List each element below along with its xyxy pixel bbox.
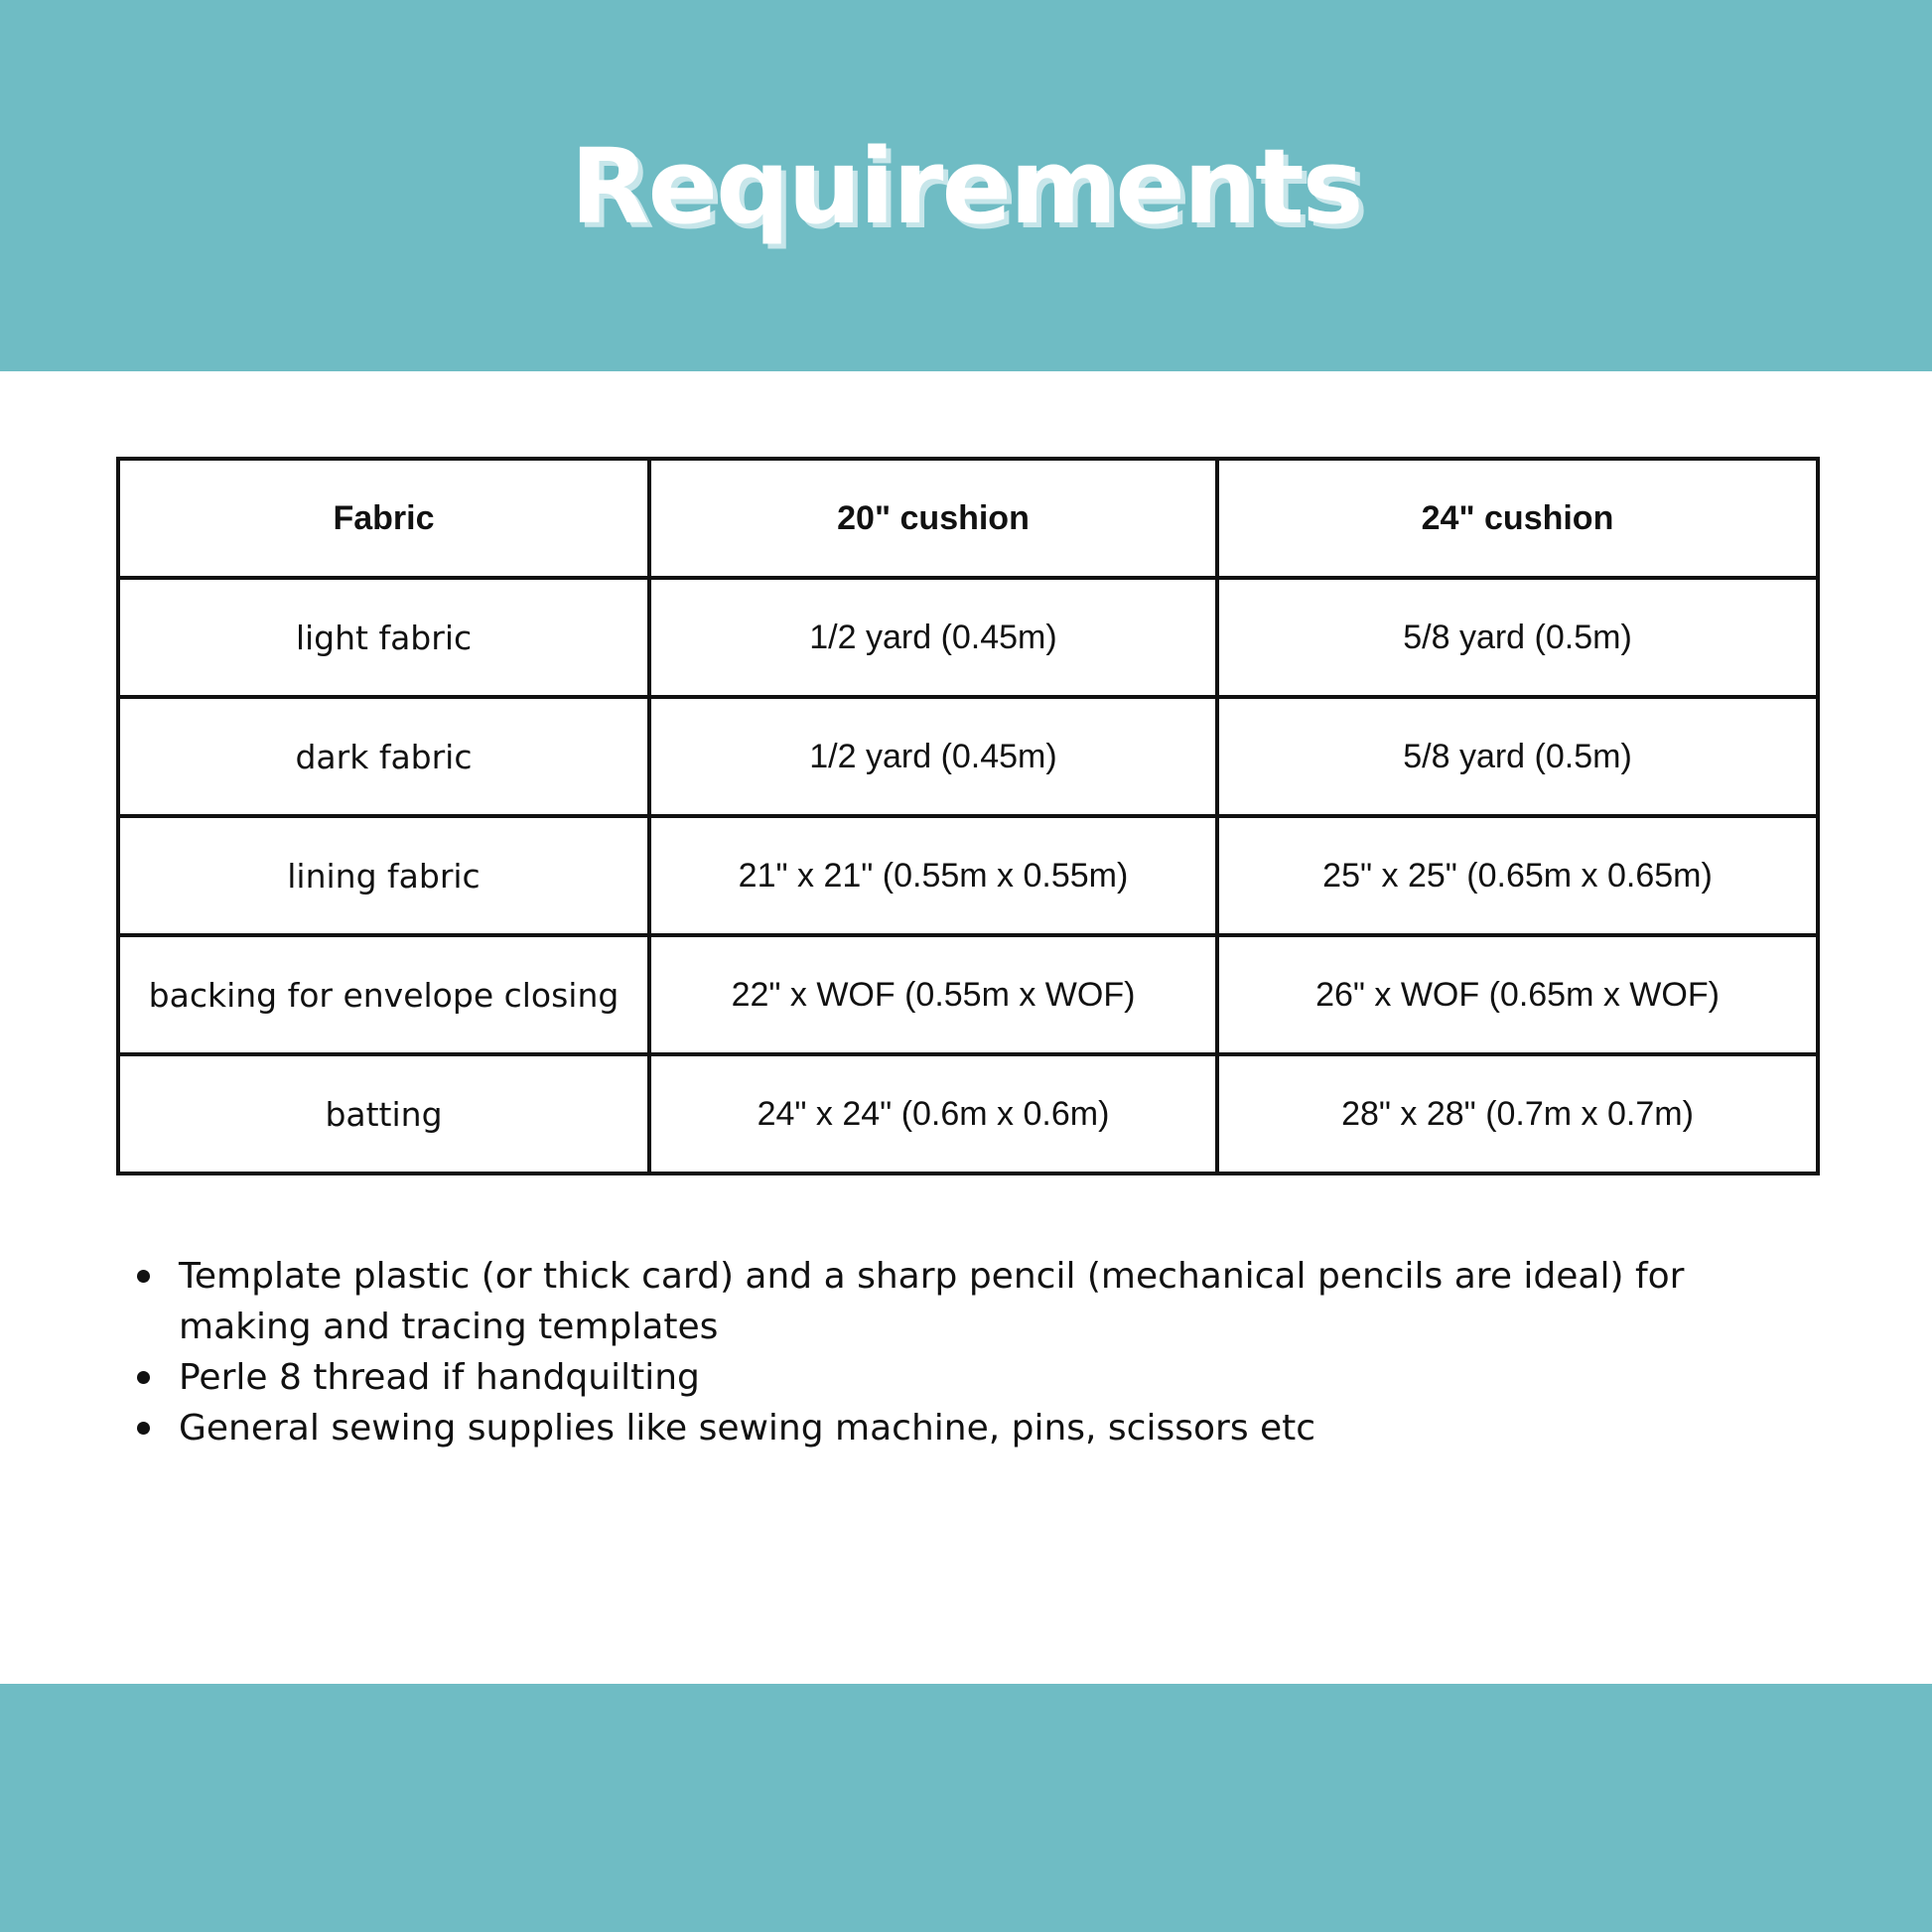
amount-24-cell: 5/8 yard (0.5m)	[1217, 578, 1818, 697]
amount-20-cell: 22" x WOF (0.55m x WOF)	[649, 935, 1217, 1054]
list-item-text: General sewing supplies like sewing machine, pins, scissors etc	[179, 1408, 1316, 1449]
amount-24-cell: 28" x 28" (0.7m x 0.7m)	[1217, 1054, 1818, 1173]
supplies-list	[129, 1251, 1817, 1453]
list-item-text: Perle 8 thread if handquilting	[179, 1357, 700, 1398]
bullet-icon	[137, 1270, 150, 1283]
fabric-name-cell: batting	[118, 1054, 649, 1173]
fabric-name-cell: light fabric	[118, 578, 649, 697]
table-row	[118, 578, 1818, 697]
bullet-icon	[137, 1422, 150, 1435]
amount-20-cell: 1/2 yard (0.45m)	[649, 578, 1217, 697]
amount-24-cell: 25" x 25" (0.65m x 0.65m)	[1217, 816, 1818, 935]
fabric-name-cell: dark fabric	[118, 697, 649, 816]
table-row	[118, 1054, 1818, 1173]
table-row	[118, 816, 1818, 935]
column-header-24-cushion: 24" cushion	[1217, 459, 1818, 578]
fabric-name-cell: backing for envelope closing	[118, 935, 649, 1054]
amount-24-cell: 5/8 yard (0.5m)	[1217, 697, 1818, 816]
amount-20-cell: 24" x 24" (0.6m x 0.6m)	[649, 1054, 1217, 1173]
column-header-20-cushion: 20" cushion	[649, 459, 1217, 578]
list-item	[129, 1403, 1817, 1453]
amount-20-cell: 1/2 yard (0.45m)	[649, 697, 1217, 816]
page-title: Requirements	[570, 126, 1362, 247]
amount-24-cell: 26" x WOF (0.65m x WOF)	[1217, 935, 1818, 1054]
column-header-fabric: Fabric	[118, 459, 649, 578]
footer-band	[0, 1684, 1932, 1932]
requirements-table	[116, 457, 1820, 1175]
table-row	[118, 697, 1818, 816]
bullet-icon	[137, 1371, 150, 1384]
list-item	[129, 1352, 1817, 1403]
table-header-row	[118, 459, 1818, 578]
list-item-text: Template plastic (or thick card) and a sharp pencil (mechanical pencils are ideal) for making and tracing templates	[179, 1256, 1685, 1347]
list-item	[129, 1251, 1817, 1352]
table-row	[118, 935, 1818, 1054]
amount-20-cell: 21" x 21" (0.55m x 0.55m)	[649, 816, 1217, 935]
header-band	[0, 0, 1932, 371]
fabric-name-cell: lining fabric	[118, 816, 649, 935]
